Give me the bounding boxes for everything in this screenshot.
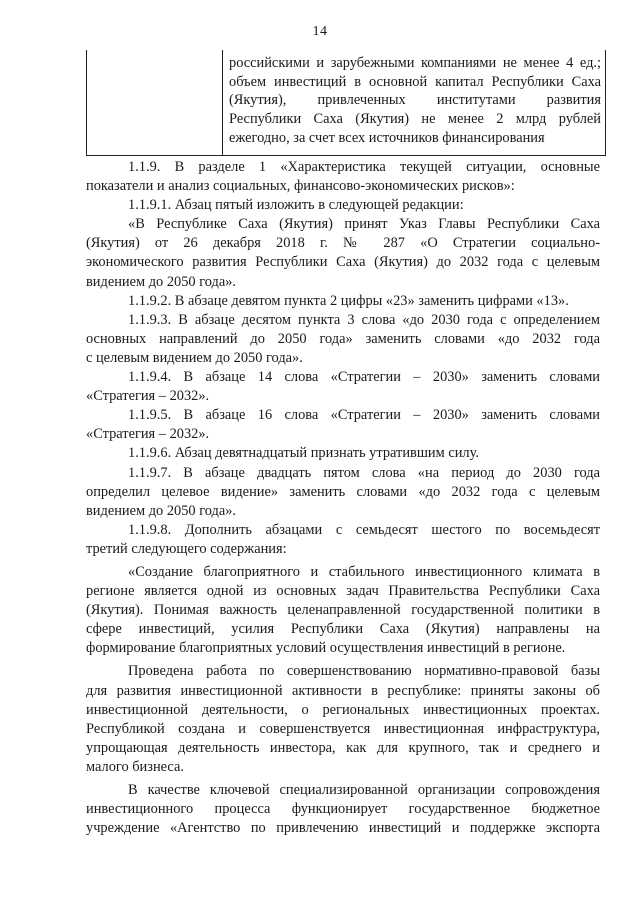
text-line: основных направлений до 2050 года» заменить словами «до 2032 года [86, 330, 600, 347]
paragraph [86, 311, 600, 368]
table-line: Республики Саха (Якутия) не менее 2 млрд рублей [229, 111, 601, 128]
paragraph [86, 781, 600, 838]
paragraph [86, 406, 600, 444]
text-line: 1.1.9.5. В абзаце 16 слова «Стратегии – 2030» заменить словами [128, 407, 600, 424]
text-line: «В Республике Саха (Якутия) принят Указ Главы Республики Саха [128, 216, 600, 233]
text-line: показатели и анализ социальных, финансово-экономических рисков»: [86, 178, 515, 195]
text-line: для развития инвестиционной активности в республике: приняты законы об [86, 682, 600, 699]
paragraph [86, 563, 600, 658]
text-line: третий следующего содержания: [86, 540, 287, 557]
text-line: определил целевое видение» заменить словами «до 2032 года с целевым [86, 483, 600, 500]
text-line: 1.1.9.1. Абзац пятый изложить в следующей редакции: [128, 197, 464, 214]
text-line: «Стратегия – 2032». [86, 388, 210, 405]
text-line: 1.1.9.7. В абзаце двадцать пятом слова «на период до 2030 года [128, 464, 600, 481]
table-cell-indicators [223, 50, 605, 155]
text-line: Проведена работа по совершенствованию нормативно-правовой базы [128, 663, 600, 680]
text-line: 1.1.9.6. Абзац девятнадцатый признать утратившим силу. [128, 445, 479, 462]
text-line: видением до 2050 года». [86, 273, 237, 290]
text-line: (Якутия). Понимая важность целенаправленной государственной политики в [86, 602, 600, 619]
table-cell-empty [87, 50, 223, 155]
text-line: В качестве ключевой специализированной организации сопровождения [128, 782, 600, 798]
text-line: 1.1.9. В разделе 1 «Характеристика текущей ситуации, основные [128, 159, 600, 175]
text-line: 1.1.9.8. Дополнить абзацами с семьдесят шестого по восемьдесят [128, 521, 600, 538]
text-line: с целевым видением до 2050 года». [86, 349, 303, 366]
text-line: малого бизнеса. [86, 758, 184, 775]
table-line: российскими и зарубежными компаниями не менее 4 ед.; [229, 55, 601, 71]
text-line: «Создание благоприятного и стабильного инвестиционного климата в [128, 563, 600, 580]
text-line: упрощающая деятельность инвестора, как для крупного, так и среднего и [86, 739, 600, 756]
paragraph [86, 158, 600, 196]
table-fragment [86, 50, 606, 156]
paragraph [86, 444, 600, 463]
text-line: Республикой создана и совершенствуется инвестиционная инфраструктура, [86, 720, 600, 737]
text-line: сфере инвестиций, усилия Республики Саха (Якутия) направлены на [86, 621, 600, 638]
paragraph [86, 521, 600, 559]
text-line: видением до 2050 года». [86, 502, 237, 519]
document-body [86, 158, 600, 838]
text-line: «Стратегия – 2032». [86, 426, 210, 443]
text-line: формирование благоприятных условий осуществления инвестиций в регионе. [86, 640, 566, 657]
paragraph [86, 662, 600, 777]
table-line: (Якутия), привлеченных институтами развития [229, 92, 601, 109]
text-line: экономического развития Республики Саха (Якутия) до 2032 года с целевым [86, 254, 600, 271]
text-line: 1.1.9.4. В абзаце 14 слова «Стратегии – 2030» заменить словами [128, 369, 600, 386]
text-line: (Якутия) от 26 декабря 2018 г. № 287 «О Стратегии социально- [86, 235, 600, 252]
page-number: 14 [312, 24, 328, 39]
paragraph [86, 215, 600, 291]
text-line: учреждение «Агентство по привлечению инвестиций и поддержке экспорта [86, 820, 600, 837]
text-line: 1.1.9.2. В абзаце девятом пункта 2 цифры «23» заменить цифрами «13». [128, 292, 569, 309]
paragraph [86, 196, 600, 215]
text-line: инвестиционной деятельности, о региональных инвестиционных проектах. [86, 701, 600, 718]
table-line: объем инвестиций в основной капитал Республики Саха [229, 73, 601, 90]
table-line: ежегодно, за счет всех источников финансирования [229, 129, 545, 146]
paragraph [86, 368, 600, 406]
text-line: 1.1.9.3. В абзаце десятом пункта 3 слова «до 2030 года с определением [128, 311, 600, 328]
paragraph [86, 464, 600, 521]
text-line: регионе является одной из основных задач Правительства Республики Саха [86, 583, 600, 600]
text-line: инвестиционного процесса функционирует государственное бюджетное [86, 801, 600, 818]
paragraph [86, 292, 600, 311]
